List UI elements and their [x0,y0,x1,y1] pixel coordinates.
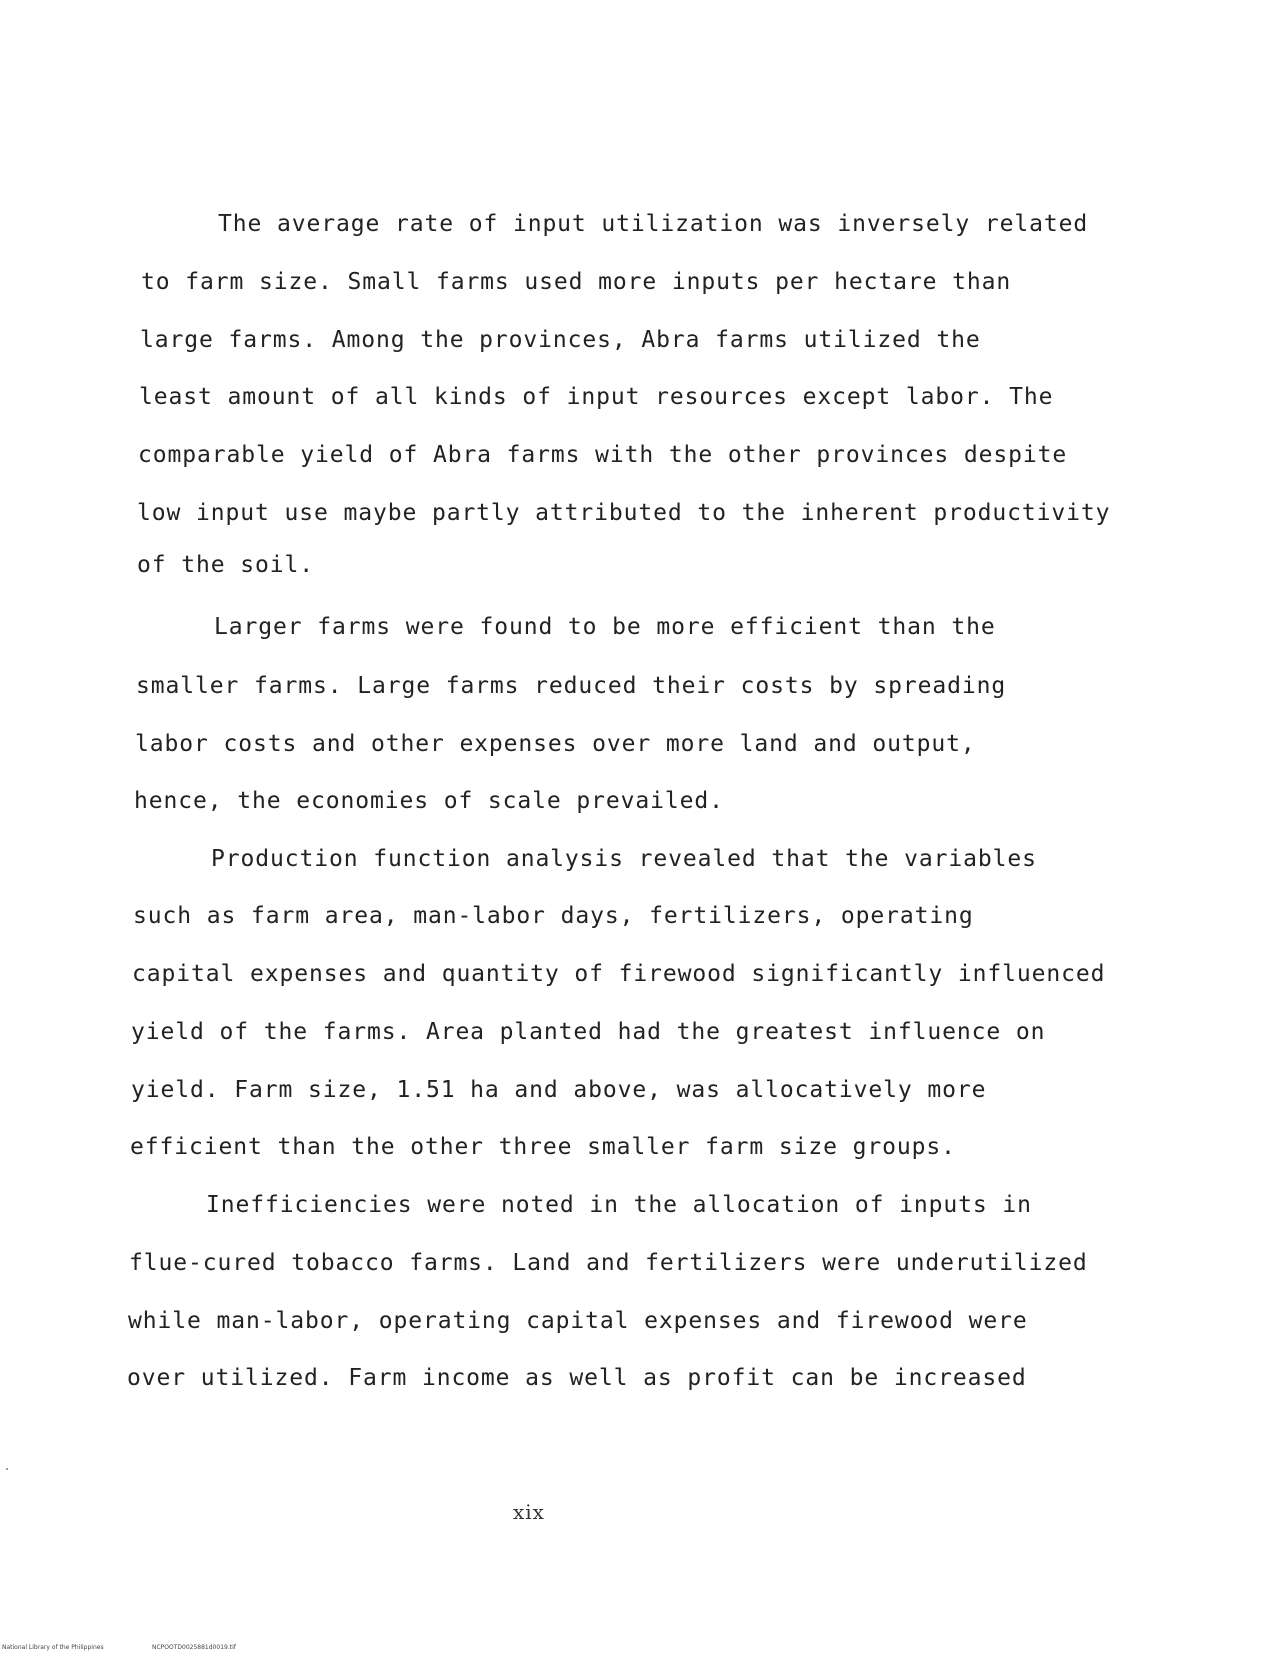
paragraph-2-line-1: Larger farms were found to be more efficient than the [214,614,996,640]
paragraph-1-line-6: low input use maybe partly attributed to the inherent productivity [137,500,1111,526]
paragraph-1-line-7: of the soil. [137,552,314,578]
scan-speck [6,1468,8,1470]
paragraph-3-line-5: yield. Farm size, 1.51 ha and above, was allocatively more [131,1077,987,1103]
paragraph-4-line-4: over utilized. Farm income as well as profit can be increased [127,1365,1027,1391]
paragraph-2-line-3: labor costs and other expenses over more land and output, [135,731,976,757]
paragraph-2-line-2: smaller farms. Large farms reduced their costs by spreading [136,673,1007,699]
paragraph-1-line-4: least amount of all kinds of input resources except labor. The [139,384,1054,410]
paragraph-3-line-4: yield of the farms. Area planted had the greatest influence on [131,1019,1046,1045]
paragraph-4-line-1: Inefficiencies were noted in the allocation of inputs in [206,1192,1032,1218]
page-number: xix [513,1500,545,1524]
paragraph-2-line-4: hence, the economies of scale prevailed. [134,788,724,814]
paragraph-3-line-3: capital expenses and quantity of firewood significantly influenced [132,961,1106,987]
paragraph-1-line-3: large farms. Among the provinces, Abra farms utilized the [140,327,981,353]
paragraph-1-line-5: comparable yield of Abra farms with the other provinces despite [138,442,1068,468]
paragraph-1-line-1: The average rate of input utilization was inversely related [218,211,1089,237]
footer-file-id: NCPOOTD0025881d0019.tif [152,1644,236,1651]
paragraph-4-line-3: while man-labor, operating capital expenses and firewood were [128,1308,1028,1334]
paragraph-3-line-2: such as farm area, man-labor days, fertilizers, operating [133,903,974,929]
footer-library-name: National Library of the Philippines [2,1644,104,1651]
paragraph-3-line-6: efficient than the other three smaller farm size groups. [130,1134,956,1160]
paragraph-1-line-2: to farm size. Small farms used more inputs per hectare than [141,269,1012,295]
paragraph-4-line-2: flue-cured tobacco farms. Land and fertilizers were underutilized [129,1250,1088,1276]
paragraph-3-line-1: Production function analysis revealed that the variables [211,846,1037,872]
